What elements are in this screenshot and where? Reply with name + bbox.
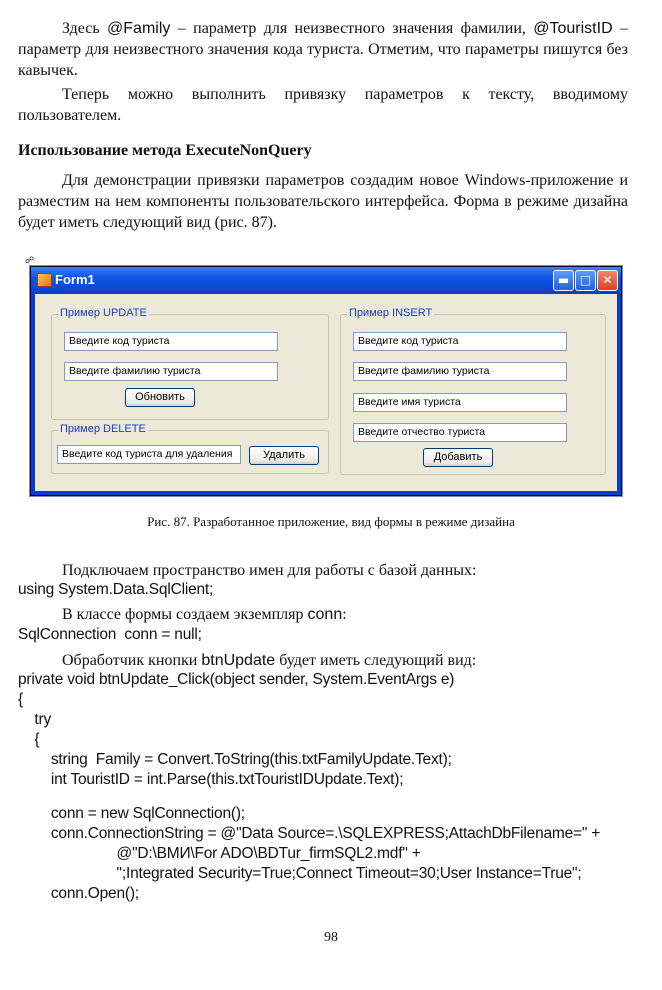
delete-group xyxy=(51,423,329,474)
text: : xyxy=(342,606,347,623)
page-number: 98 xyxy=(324,930,338,945)
code-line: conn.Open(); xyxy=(18,885,139,902)
text: будет иметь следующий вид: xyxy=(275,652,477,669)
param-touristid: @TouristID xyxy=(533,20,613,37)
text: – параметр для неизвестного значения фамилии, xyxy=(170,20,526,37)
delete-group-label: Пример DELETE xyxy=(60,423,146,435)
update-button[interactable]: Обновить xyxy=(125,388,195,407)
identifier-conn: conn xyxy=(307,606,343,623)
code-line: @"D:\BMИ\For ADO\BDTur_firmSQL2.mdf" + xyxy=(18,845,421,862)
code-using: using System.Data.SqlClient; xyxy=(18,581,214,598)
delete-id-input[interactable]: Введите код туриста для удаления xyxy=(57,445,241,464)
insert-family-input[interactable]: Введите фамилию туриста xyxy=(353,362,567,381)
code-connection: SqlConnection conn = null; xyxy=(18,626,202,643)
insert-group-label: Пример INSERT xyxy=(349,307,433,319)
minimize-icon[interactable]: ▬ xyxy=(553,270,574,291)
code-line: private void btnUpdate_Click(object sender, System.EventArgs e) xyxy=(18,671,455,688)
body-paragraph-2 xyxy=(18,604,628,625)
text: Обработчик кнопки xyxy=(62,652,202,669)
update-group-label: Пример UPDATE xyxy=(60,307,147,319)
body-paragraph-3 xyxy=(18,650,628,671)
close-icon[interactable]: ✕ xyxy=(597,270,618,291)
param-family: @Family xyxy=(107,20,171,37)
title-bar[interactable] xyxy=(31,267,621,293)
code-line: conn = new SqlConnection(); xyxy=(18,805,245,822)
code-line: { xyxy=(18,731,40,748)
insert-patronymic-input[interactable]: Введите отчество туриста xyxy=(353,423,567,442)
insert-name-input[interactable]: Введите имя туриста xyxy=(353,393,567,412)
insert-group xyxy=(340,307,606,475)
window-title: Form1 xyxy=(55,272,95,287)
figure-caption: Рис. 87. Разработанное приложение, вид формы в режиме дизайна xyxy=(147,514,515,529)
body-paragraph-1: Подключаем пространство имен для работы с базой данных: xyxy=(62,562,477,579)
delete-button[interactable]: Удалить xyxy=(249,446,319,465)
code-line: ";Integrated Security=True;Connect Timeout=30;User Instance=True"; xyxy=(18,865,582,882)
code-line: int TouristID = int.Parse(this.txtTouristIDUpdate.Text); xyxy=(18,771,404,788)
code-line: { xyxy=(18,691,23,708)
code-line: try xyxy=(18,711,52,728)
update-id-input[interactable]: Введите код туриста xyxy=(64,332,278,351)
maximize-icon[interactable]: □ xyxy=(575,270,596,291)
identifier-btnupdate: btnUpdate xyxy=(201,652,276,669)
intro-paragraph-2: Теперь можно выполнить привязку параметров к тексту, вводимому пользователем. xyxy=(18,86,628,124)
code-line: conn.ConnectionString = @"Data Source=.\SQLEXPRESS;AttachDbFilename=" + xyxy=(18,825,601,842)
text: – параметр для неизвестного значения кода туриста. Отметим, что параметры пишутся без кавычек. xyxy=(18,20,628,79)
form-client-area xyxy=(35,294,617,491)
insert-button[interactable]: Добавить xyxy=(423,448,493,467)
text: Здесь xyxy=(62,20,100,37)
insert-id-input[interactable]: Введите код туриста xyxy=(353,332,567,351)
code-line: string Family = Convert.ToString(this.txtFamilyUpdate.Text); xyxy=(18,751,452,768)
update-group xyxy=(51,307,329,420)
anchor-icon: ☍ xyxy=(25,256,35,266)
section-paragraph: Для демонстрации привязки параметров создадим новое Windows-приложение и разместим на нем компоненты пользовательского интерфейса. Форма в режиме дизайна будет иметь следующий вид (рис. 87). xyxy=(18,172,628,231)
text: В классе формы создаем экземпляр xyxy=(62,606,308,623)
form-window xyxy=(30,266,622,496)
intro-paragraph-1 xyxy=(18,18,628,81)
section-heading: Использование метода ExecuteNonQuery xyxy=(18,142,312,159)
update-family-input[interactable]: Введите фамилию туриста xyxy=(64,362,278,381)
app-icon xyxy=(37,273,52,287)
